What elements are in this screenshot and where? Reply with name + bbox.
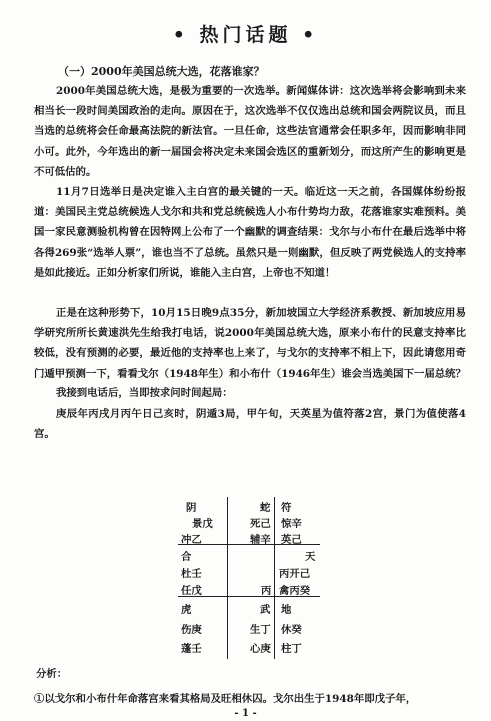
chart-cell: 休癸 xyxy=(281,624,302,636)
chart-cell: 合 xyxy=(181,551,192,563)
chart-cell: 天 xyxy=(305,551,316,563)
chart-cell: 蓬壬 xyxy=(181,643,202,655)
chart-cell: 冲乙 xyxy=(181,534,202,546)
chart-cell: 武 xyxy=(260,604,271,616)
paragraph-4: 我接到电话后，当即按求问时间起局： xyxy=(56,387,233,399)
chart-cell: 蛇 xyxy=(260,502,271,514)
chart-cell: 生丁 xyxy=(250,624,271,636)
chart-cell: 地 xyxy=(281,604,292,616)
chart-cell: 柱丁 xyxy=(281,643,302,655)
analysis-text: ①以戈尔和小布什年命落宫来看其格局及旺相休囚。戈尔出生于1948年即戊子年， xyxy=(34,693,417,705)
chart-cell: 丙 xyxy=(261,585,272,597)
chart-cell: 符 xyxy=(281,502,292,514)
chart-cell: 任戊 xyxy=(181,585,202,597)
chart-cell: 心庚 xyxy=(250,643,271,655)
qimen-chart xyxy=(178,497,320,659)
chart-cell: 阴 xyxy=(186,502,197,514)
paragraph-5: 庚辰年丙戌月丙午日己亥时，阴遁3局，甲午旬，天英星为值符落2宫，景门为值使落4宫。 xyxy=(34,408,466,441)
chart-cell: 辅辛 xyxy=(250,534,271,546)
paragraph-3: 正是在这种形势下，10月15日晚9点35分，新加坡国立大学经济系教授、新加坡应用易学研究所所长黄速洪先生给我打电话，说2000年美国总统大选，原来小布什的民意支持率比较低，没有预测的必要，最近他的支持率也上来了，与戈尔的支持率不相上下，因此请您用奇门遁甲预测一下，看看戈尔（1948年生）和小布什（1946年生）谁会当选美国下一届总统？ xyxy=(34,307,466,380)
chart-cell: 禽丙癸 xyxy=(279,585,311,597)
page-title: • 热门话题 • xyxy=(172,24,319,46)
chart-cell: 杜壬 xyxy=(181,568,202,580)
chart-cell: 惊辛 xyxy=(281,518,302,530)
chart-divider xyxy=(274,497,275,659)
chart-cell: 丙开己 xyxy=(279,568,311,580)
chart-cell: 英己 xyxy=(281,534,302,546)
chart-cell: 景戊 xyxy=(192,518,213,530)
section-heading: （一）2000年美国总统大选，花落谁家？ xyxy=(58,65,265,78)
paragraph-1: 2000年美国总统大选，是极为重要的一次选举。新闻媒体讲：这次选举将会影响到未来相当长一段时间美国政治的走向。原因在于，这次选举不仅仅选出总统和国会两院议员，而且当选的总统将会任命最高法院的新法官。一旦任命，这些法官通常会任职多年，因而影响非同小可。此外，今年选出的新一届国会将决定未来国会选区的重新划分，而这所产生的影响更是不可低估的。 xyxy=(34,85,466,178)
analysis-label: 分析： xyxy=(36,668,68,680)
chart-divider xyxy=(227,497,228,659)
chart-cell: 伤庚 xyxy=(181,624,202,636)
chart-cell: 虎 xyxy=(181,604,192,616)
paragraph-2: 11月7日选举日是决定谁入主白宫的最关键的一天。临近这一天之前，各国媒体纷纷报道：美国民主党总统候选人戈尔和共和党总统候选人小布什势均力敌，花落谁家实难预料。美国一家民意测验机构曾在因特网上公布了一个幽默的调查结果：戈尔与小布什在最后选举中将各得269张“选举人票”，谁也当不了总统。虽然只是一则幽默，但反映了两党候选人的支持率是如此接近。正如分析家们所说，谁能入主白宫，上帝也不知道！ xyxy=(34,186,466,279)
page-number: - 1 - xyxy=(234,708,257,719)
chart-cell: 死己 xyxy=(250,518,271,530)
